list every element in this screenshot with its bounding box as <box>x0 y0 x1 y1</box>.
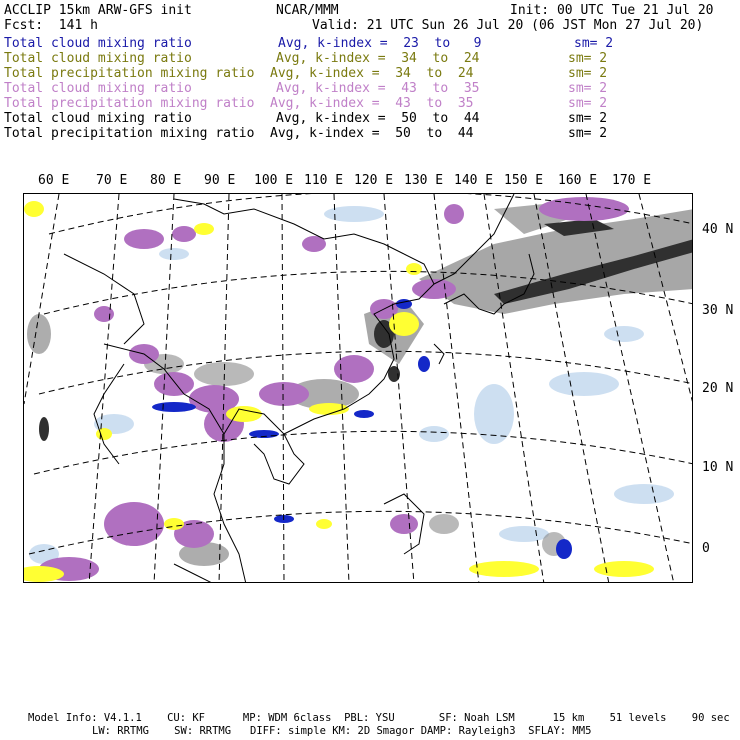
map-panel <box>23 193 693 583</box>
lon-label: 90 E <box>204 173 236 188</box>
legend-avg: Avg, k-index = 34 to 24 <box>270 66 474 81</box>
legend-name: Total precipitation mixing ratio <box>4 126 255 141</box>
legend-sm: sm= 2 <box>568 66 608 81</box>
forecast-hour: Fcst: 141 h <box>4 18 98 33</box>
legend-sm: sm= 2 <box>568 51 608 66</box>
lon-label: 60 E <box>38 173 70 188</box>
lon-label: 120 E <box>354 173 394 188</box>
lon-label: 170 E <box>612 173 652 188</box>
lat-label: 10 N <box>702 460 734 475</box>
legend-name: Total cloud mixing ratio <box>4 36 192 51</box>
legend-sm: sm= 2 <box>568 126 608 141</box>
lat-label: 20 N <box>702 381 734 396</box>
legend-sm: sm= 2 <box>568 96 608 111</box>
legend-name: Total cloud mixing ratio <box>4 111 192 126</box>
lon-label: 130 E <box>404 173 444 188</box>
lon-label: 160 E <box>558 173 598 188</box>
legend-sm: sm= 2 <box>574 36 614 51</box>
legend-avg: Avg, k-index = 43 to 35 <box>270 96 474 111</box>
lat-label: 0 <box>702 541 710 556</box>
lat-label: 30 N <box>702 303 734 318</box>
legend-avg: Avg, k-index = 43 to 35 <box>276 81 480 96</box>
map-canvas <box>24 194 693 583</box>
legend-name: Total cloud mixing ratio <box>4 51 192 66</box>
legend-avg: Avg, k-index = 34 to 24 <box>276 51 480 66</box>
valid-time: Valid: 21 UTC Sun 26 Jul 20 (06 JST Mon 27 Jul 20) <box>312 18 704 33</box>
lon-label: 140 E <box>454 173 494 188</box>
legend-name: Total precipitation mixing ratio <box>4 66 255 81</box>
model-info-line-2: LW: RRTMG SW: RRTMG DIFF: simple KM: 2D Smagor DAMP: Rayleigh3 SFLAY: MM5 <box>92 725 592 737</box>
lon-label: 110 E <box>304 173 344 188</box>
legend-sm: sm= 2 <box>568 81 608 96</box>
legend-avg: Avg, k-index = 50 to 44 <box>270 126 474 141</box>
lon-label: 150 E <box>504 173 544 188</box>
model-title: ACCLIP 15km ARW-GFS init <box>4 3 192 18</box>
organization: NCAR/MMM <box>276 3 339 18</box>
lon-label: 100 E <box>254 173 294 188</box>
model-info-line-1: Model Info: V4.1.1 CU: KF MP: WDM 6class PBL: YSU SF: Noah LSM 15 km 51 levels 90 sec <box>28 712 730 724</box>
legend-avg: Avg, k-index = 23 to 9 <box>278 36 482 51</box>
lon-label: 70 E <box>96 173 128 188</box>
legend-sm: sm= 2 <box>568 111 608 126</box>
lat-label: 40 N <box>702 222 734 237</box>
legend-name: Total precipitation mixing ratio <box>4 96 255 111</box>
legend-name: Total cloud mixing ratio <box>4 81 192 96</box>
lon-label: 80 E <box>150 173 182 188</box>
init-time: Init: 00 UTC Tue 21 Jul 20 <box>510 3 714 18</box>
legend-avg: Avg, k-index = 50 to 44 <box>276 111 480 126</box>
